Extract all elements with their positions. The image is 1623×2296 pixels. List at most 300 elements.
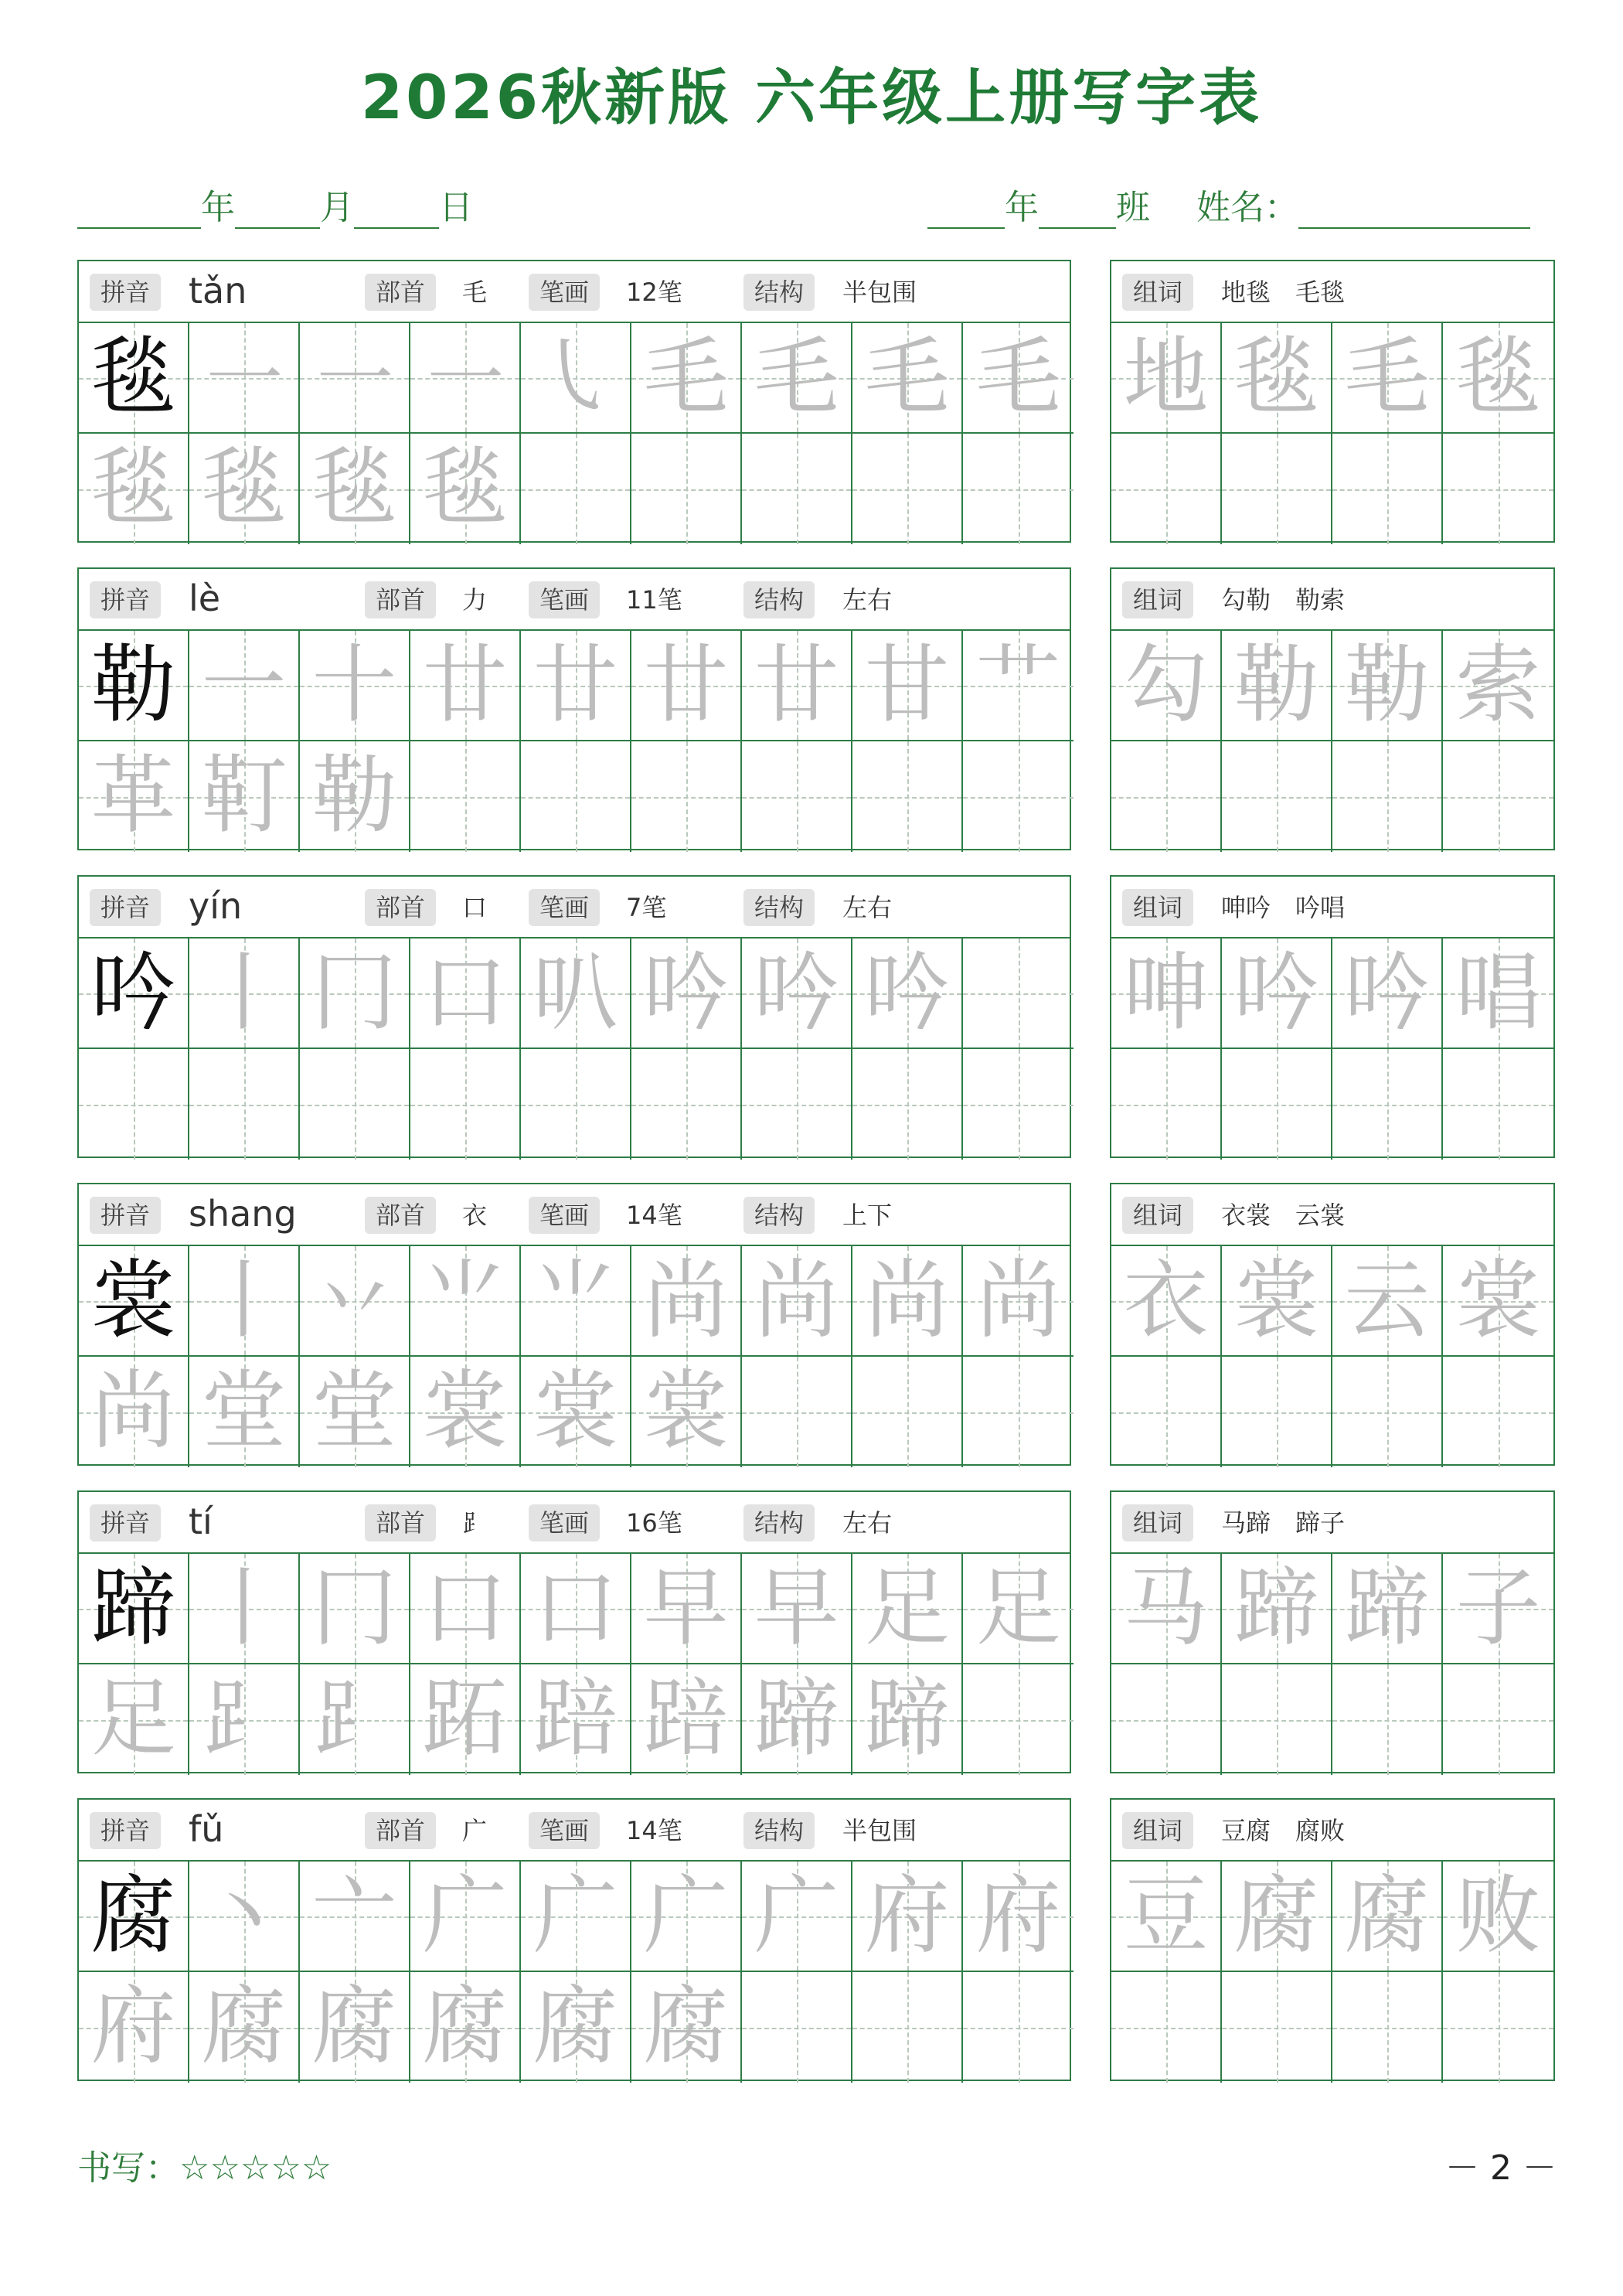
- word-cell[interactable]: [1443, 1357, 1553, 1467]
- structure-tag: 结构: [743, 274, 815, 311]
- word-cell[interactable]: [1443, 1246, 1553, 1357]
- stroke-step: 廿: [643, 635, 729, 734]
- writing-cell[interactable]: [300, 323, 410, 434]
- word-cell[interactable]: [1111, 938, 1222, 1049]
- writing-cell[interactable]: [742, 631, 852, 741]
- words-tag: 组词: [1122, 1504, 1193, 1541]
- writing-cell[interactable]: [521, 938, 631, 1049]
- writing-cell[interactable]: [410, 1862, 521, 1972]
- writing-cell[interactable]: [189, 434, 300, 544]
- writing-cell[interactable]: [631, 631, 742, 741]
- stroke-step: 广: [422, 1866, 508, 1965]
- writing-cell[interactable]: [852, 1554, 963, 1664]
- word-cell[interactable]: [1332, 631, 1443, 741]
- radical-tag: 部首: [365, 1197, 436, 1234]
- word-cell[interactable]: [1443, 1554, 1553, 1664]
- word-cell[interactable]: [1222, 1664, 1332, 1775]
- word-cell[interactable]: [1111, 1664, 1222, 1775]
- strokes-tag: 笔画: [529, 274, 600, 311]
- words-value: 衣裳 云裳: [1221, 1201, 1346, 1230]
- stroke-step: 腐: [643, 1977, 729, 2076]
- writing-cell[interactable]: [410, 323, 521, 434]
- word-cell[interactable]: [1443, 938, 1553, 1049]
- writing-cell[interactable]: [300, 1972, 410, 2083]
- info-row: [79, 1184, 1070, 1246]
- writing-cell[interactable]: [521, 1664, 631, 1775]
- writing-cell[interactable]: [521, 1246, 631, 1357]
- model-character: 裳: [90, 1251, 176, 1350]
- stroke-step: 裳: [643, 1361, 729, 1460]
- radical-tag: 部首: [365, 274, 436, 311]
- writing-cell[interactable]: [410, 938, 521, 1049]
- grade-blank[interactable]: [927, 196, 1005, 229]
- writing-cell[interactable]: [79, 1972, 189, 2083]
- word-box: [1110, 260, 1555, 543]
- pinyin-tag: 拼音: [90, 1812, 161, 1849]
- writing-cell[interactable]: [852, 1246, 963, 1357]
- writing-cell[interactable]: [300, 741, 410, 852]
- structure-value: 半包围: [842, 278, 917, 307]
- writing-cell[interactable]: [742, 1049, 852, 1160]
- radical-value: 力: [462, 585, 488, 615]
- writing-cell[interactable]: [521, 1554, 631, 1664]
- stroke-step: 毯: [422, 438, 508, 537]
- structure-value: 上下: [842, 1201, 893, 1230]
- stroke-step: 毛: [975, 328, 1061, 427]
- word-cell[interactable]: [1332, 434, 1443, 544]
- word-cell[interactable]: [1443, 1972, 1553, 2083]
- words-tag: 组词: [1122, 1812, 1193, 1849]
- writing-cell[interactable]: [410, 1049, 521, 1160]
- stroke-step: 丨: [201, 1251, 287, 1350]
- writing-cell[interactable]: [631, 1049, 742, 1160]
- stroke-step: 尚: [643, 1251, 729, 1350]
- writing-cell[interactable]: [963, 741, 1073, 852]
- stroke-step: 府: [864, 1866, 950, 1965]
- word-cell[interactable]: [1332, 1554, 1443, 1664]
- word-cell[interactable]: [1222, 323, 1332, 434]
- model-character: 勒: [90, 635, 176, 734]
- word-cell[interactable]: [1222, 1357, 1332, 1467]
- writing-cell[interactable]: [189, 1357, 300, 1467]
- word-cell[interactable]: [1443, 741, 1553, 852]
- stroke-step: 跖: [422, 1669, 508, 1768]
- writing-cell[interactable]: [963, 1554, 1073, 1664]
- writing-cell[interactable]: [79, 1357, 189, 1467]
- practice-box: [77, 1183, 1071, 1466]
- writing-cell[interactable]: [300, 938, 410, 1049]
- word-character: 勒: [1233, 635, 1319, 734]
- stroke-step: 廿: [422, 635, 508, 734]
- pinyin-value: shang: [189, 1193, 297, 1235]
- strokes-value: 7笔: [626, 893, 667, 922]
- stroke-step: 口: [422, 943, 508, 1042]
- writing-cell[interactable]: [521, 631, 631, 741]
- writing-cell[interactable]: [79, 741, 189, 852]
- stroke-step: 尚: [754, 1251, 839, 1350]
- stroke-step: 腐: [201, 1977, 287, 2076]
- writing-cell[interactable]: [742, 741, 852, 852]
- word-cell[interactable]: [1443, 1049, 1553, 1160]
- words-value: 豆腐 腐败: [1221, 1816, 1346, 1845]
- page-title: 2026秋新版 六年级上册写字表: [360, 63, 1263, 133]
- writing-cell[interactable]: [410, 1554, 521, 1664]
- writing-cell[interactable]: [410, 1972, 521, 2083]
- strokes-tag: 笔画: [529, 1504, 600, 1541]
- word-cell[interactable]: [1332, 1246, 1443, 1357]
- writing-cell[interactable]: [963, 1246, 1073, 1357]
- writing-cell[interactable]: [410, 434, 521, 544]
- words-value: 勾勒 勒索: [1221, 585, 1346, 615]
- writing-cell[interactable]: [521, 1862, 631, 1972]
- stroke-step: 丨: [201, 1558, 287, 1657]
- writing-cell[interactable]: [963, 938, 1073, 1049]
- writing-cell[interactable]: [189, 1049, 300, 1160]
- word-info-row: [1111, 569, 1553, 631]
- word-cell[interactable]: [1443, 323, 1553, 434]
- stroke-step: 腐: [422, 1977, 508, 2076]
- stroke-step: 蹄: [754, 1669, 839, 1768]
- writing-cell[interactable]: [521, 323, 631, 434]
- radical-value: 广: [462, 1816, 488, 1845]
- writing-cell[interactable]: [521, 1972, 631, 2083]
- writing-cell[interactable]: [963, 323, 1073, 434]
- word-cell[interactable]: [1332, 1972, 1443, 2083]
- writing-cell[interactable]: [300, 1862, 410, 1972]
- stroke-step: 腐: [532, 1977, 618, 2076]
- word-character: 勒: [1344, 635, 1430, 734]
- word-character: 裳: [1233, 1251, 1319, 1350]
- stroke-step: ⺌: [532, 1251, 618, 1350]
- word-cell[interactable]: [1111, 631, 1222, 741]
- strokes-value: 14笔: [626, 1816, 682, 1845]
- writing-cell[interactable]: [410, 1246, 521, 1357]
- writing-cell[interactable]: [300, 1246, 410, 1357]
- stroke-step: 吟: [754, 943, 839, 1042]
- writing-cell[interactable]: [521, 1049, 631, 1160]
- writing-cell[interactable]: [742, 1246, 852, 1357]
- writing-cell[interactable]: [963, 1862, 1073, 1972]
- writing-cell[interactable]: [189, 1862, 300, 1972]
- stroke-step: 毯: [201, 438, 287, 537]
- writing-rating: 书写：☆☆☆☆☆: [77, 2148, 332, 2188]
- word-cell[interactable]: [1443, 434, 1553, 544]
- writing-cell[interactable]: [631, 938, 742, 1049]
- stroke-step: 口: [422, 1558, 508, 1657]
- practice-box: [77, 567, 1071, 850]
- writing-cell[interactable]: [189, 323, 300, 434]
- writing-cell[interactable]: [742, 1972, 852, 2083]
- word-cell[interactable]: [1222, 1862, 1332, 1972]
- word-cell[interactable]: [1332, 1664, 1443, 1775]
- word-character: 蹄: [1233, 1558, 1319, 1657]
- pinyin-value: tǎn: [189, 270, 247, 312]
- writing-cell[interactable]: [631, 1862, 742, 1972]
- word-cell[interactable]: [1443, 1664, 1553, 1775]
- writing-cell[interactable]: [300, 1664, 410, 1775]
- writing-cell[interactable]: [300, 1049, 410, 1160]
- writing-cell[interactable]: [410, 1357, 521, 1467]
- writing-cell[interactable]: [79, 1664, 189, 1775]
- word-character: 败: [1455, 1866, 1541, 1965]
- writing-cell[interactable]: [963, 631, 1073, 741]
- writing-cell[interactable]: [631, 741, 742, 852]
- writing-cell[interactable]: [742, 938, 852, 1049]
- stroke-step: 甘: [864, 635, 950, 734]
- stroke-step: ㇐: [201, 328, 287, 427]
- word-cell[interactable]: [1222, 1554, 1332, 1664]
- stroke-step: 腐: [311, 1977, 397, 2076]
- word-cell[interactable]: [1222, 938, 1332, 1049]
- word-character: 腐: [1344, 1866, 1430, 1965]
- writing-cell[interactable]: [521, 741, 631, 852]
- writing-cell[interactable]: [742, 434, 852, 544]
- writing-cell[interactable]: [189, 1246, 300, 1357]
- stroke-step: 踣: [532, 1669, 618, 1768]
- word-cell[interactable]: [1222, 741, 1332, 852]
- year-blank[interactable]: [77, 196, 201, 229]
- word-cell[interactable]: [1332, 323, 1443, 434]
- words-value: 地毯 毛毯: [1221, 278, 1346, 307]
- word-cell[interactable]: [1332, 1049, 1443, 1160]
- writing-cell[interactable]: [852, 1972, 963, 2083]
- name-label: 姓名：: [1196, 188, 1298, 227]
- stroke-step: 廿: [754, 635, 839, 734]
- stroke-step: 亠: [311, 1866, 397, 1965]
- writing-cell[interactable]: [189, 1554, 300, 1664]
- writing-cell[interactable]: [79, 323, 189, 434]
- writing-cell[interactable]: [79, 1049, 189, 1160]
- writing-cell[interactable]: [742, 1862, 852, 1972]
- writing-cell[interactable]: [631, 1972, 742, 2083]
- writing-cell[interactable]: [79, 938, 189, 1049]
- writing-cell[interactable]: [631, 1664, 742, 1775]
- writing-cell[interactable]: [963, 1357, 1073, 1467]
- structure-value: 左右: [842, 1508, 893, 1538]
- stroke-step: 艹: [975, 635, 1061, 734]
- info-row: [79, 569, 1070, 631]
- character-block: [77, 567, 1620, 852]
- writing-cell[interactable]: [300, 1554, 410, 1664]
- writing-cell[interactable]: [852, 323, 963, 434]
- stroke-step: 裳: [532, 1361, 618, 1460]
- stroke-step: 丶: [201, 1866, 287, 1965]
- writing-cell[interactable]: [631, 1357, 742, 1467]
- word-info-row: [1111, 1184, 1553, 1246]
- model-character: 毯: [90, 328, 176, 427]
- stroke-step: 廿: [532, 635, 618, 734]
- model-character: 吟: [90, 943, 176, 1042]
- structure-tag: 结构: [743, 1504, 815, 1541]
- writing-cell[interactable]: [852, 1049, 963, 1160]
- stroke-step: 广: [643, 1866, 729, 1965]
- writing-cell[interactable]: [410, 631, 521, 741]
- radical-value: ⻊: [462, 1508, 488, 1538]
- pinyin-tag: 拼音: [90, 1504, 161, 1541]
- writing-cell[interactable]: [79, 434, 189, 544]
- writing-cell[interactable]: [852, 1862, 963, 1972]
- word-box: [1110, 1183, 1555, 1466]
- practice-box: [77, 875, 1071, 1158]
- character-block: [77, 260, 1620, 544]
- writing-cell[interactable]: [852, 631, 963, 741]
- word-cell[interactable]: [1111, 1049, 1222, 1160]
- word-box: [1110, 1798, 1555, 2081]
- strokes-tag: 笔画: [529, 1197, 600, 1234]
- pinyin-tag: 拼音: [90, 1197, 161, 1234]
- word-character: 子: [1455, 1558, 1541, 1657]
- word-cell[interactable]: [1332, 741, 1443, 852]
- stroke-step: 毛: [864, 328, 950, 427]
- writing-cell[interactable]: [742, 1664, 852, 1775]
- stroke-step: 堂: [311, 1361, 397, 1460]
- writing-cell[interactable]: [963, 1049, 1073, 1160]
- writing-cell[interactable]: [521, 434, 631, 544]
- word-character: 地: [1123, 328, 1209, 427]
- class-blank[interactable]: [1039, 196, 1116, 229]
- stroke-step: 毯: [311, 438, 397, 537]
- word-cell[interactable]: [1222, 631, 1332, 741]
- writing-cell[interactable]: [852, 938, 963, 1049]
- writing-cell[interactable]: [963, 434, 1073, 544]
- word-box: [1110, 1490, 1555, 1773]
- stroke-step: 堂: [201, 1361, 287, 1460]
- writing-cell[interactable]: [79, 1862, 189, 1972]
- stroke-step: ⺌: [422, 1251, 508, 1350]
- word-character: 索: [1455, 635, 1541, 734]
- stroke-step: 蹄: [864, 1669, 950, 1768]
- structure-tag: 结构: [743, 1197, 815, 1234]
- stroke-step: 革: [90, 746, 176, 845]
- day-blank[interactable]: [354, 196, 439, 229]
- writing-cell[interactable]: [189, 631, 300, 741]
- structure-value: 左右: [842, 585, 893, 615]
- writing-cell[interactable]: [631, 1554, 742, 1664]
- name-blank[interactable]: [1298, 196, 1530, 229]
- writing-cell[interactable]: [631, 434, 742, 544]
- word-cell[interactable]: [1222, 1049, 1332, 1160]
- word-cell[interactable]: [1332, 1862, 1443, 1972]
- writing-cell[interactable]: [631, 323, 742, 434]
- word-character: 呻: [1123, 943, 1209, 1042]
- student-info-line: [927, 179, 1530, 229]
- model-character: 腐: [90, 1866, 176, 1965]
- writing-cell[interactable]: [631, 1246, 742, 1357]
- word-cell[interactable]: [1222, 434, 1332, 544]
- stroke-step: ⻊: [201, 1669, 287, 1768]
- writing-cell[interactable]: [742, 1357, 852, 1467]
- character-block: [77, 875, 1620, 1160]
- word-cell[interactable]: [1111, 1246, 1222, 1357]
- strokes-value: 16笔: [626, 1508, 682, 1538]
- pinyin-value: lè: [189, 577, 221, 619]
- writing-cell[interactable]: [300, 1357, 410, 1467]
- writing-cell[interactable]: [963, 1972, 1073, 2083]
- writing-cell[interactable]: [852, 434, 963, 544]
- pinyin-value: yín: [189, 885, 243, 927]
- word-cell[interactable]: [1111, 741, 1222, 852]
- stroke-step: 冂: [311, 943, 397, 1042]
- word-character: 衣: [1123, 1251, 1209, 1350]
- writing-cell[interactable]: [189, 938, 300, 1049]
- word-box: [1110, 567, 1555, 850]
- radical-tag: 部首: [365, 889, 436, 926]
- word-character: 马: [1123, 1558, 1209, 1657]
- word-character: 吟: [1344, 943, 1430, 1042]
- word-character: 云: [1344, 1251, 1430, 1350]
- word-info-row: [1111, 1492, 1553, 1554]
- writing-cell[interactable]: [189, 741, 300, 852]
- pinyin-tag: 拼音: [90, 581, 161, 618]
- writing-cell[interactable]: [79, 1554, 189, 1664]
- strokes-tag: 笔画: [529, 889, 600, 926]
- word-cell[interactable]: [1111, 434, 1222, 544]
- word-character: 勾: [1123, 635, 1209, 734]
- stroke-step: 府: [975, 1866, 1061, 1965]
- word-cell[interactable]: [1443, 1862, 1553, 1972]
- page-number: － 2 －: [1445, 2148, 1557, 2188]
- radical-value: 毛: [462, 278, 488, 307]
- writing-cell[interactable]: [852, 1664, 963, 1775]
- word-cell[interactable]: [1111, 323, 1222, 434]
- writing-cell[interactable]: [852, 1357, 963, 1467]
- month-label: 月: [320, 188, 354, 227]
- stroke-step: 毛: [643, 328, 729, 427]
- word-character: 唱: [1455, 943, 1541, 1042]
- stroke-step: 尚: [90, 1361, 176, 1460]
- character-block: [77, 1183, 1620, 1467]
- stroke-step: 冂: [311, 1558, 397, 1657]
- stroke-step: 丷: [311, 1251, 397, 1350]
- writing-cell[interactable]: [521, 1357, 631, 1467]
- word-cell[interactable]: [1222, 1246, 1332, 1357]
- writing-cell[interactable]: [852, 741, 963, 852]
- stroke-step: 毯: [90, 438, 176, 537]
- writing-cell[interactable]: [79, 631, 189, 741]
- word-cell[interactable]: [1111, 1862, 1222, 1972]
- word-cell[interactable]: [1111, 1357, 1222, 1467]
- writing-cell[interactable]: [410, 1664, 521, 1775]
- writing-cell[interactable]: [189, 1664, 300, 1775]
- word-cell[interactable]: [1111, 1972, 1222, 2083]
- writing-cell[interactable]: [963, 1664, 1073, 1775]
- writing-cell[interactable]: [300, 631, 410, 741]
- practice-box: [77, 1798, 1071, 2081]
- model-character: 蹄: [90, 1558, 176, 1657]
- stroke-step: 吟: [643, 943, 729, 1042]
- writing-cell[interactable]: [189, 1972, 300, 2083]
- word-cell[interactable]: [1443, 631, 1553, 741]
- word-box: [1110, 875, 1555, 1158]
- month-blank[interactable]: [235, 196, 320, 229]
- radical-value: 衣: [462, 1201, 488, 1230]
- writing-cell[interactable]: [79, 1246, 189, 1357]
- writing-cell[interactable]: [410, 741, 521, 852]
- stroke-step: 口: [532, 1558, 618, 1657]
- word-cell[interactable]: [1222, 1972, 1332, 2083]
- word-cell[interactable]: [1111, 1554, 1222, 1664]
- stroke-step: 裳: [422, 1361, 508, 1460]
- writing-cell[interactable]: [742, 1554, 852, 1664]
- word-cell[interactable]: [1332, 938, 1443, 1049]
- word-cell[interactable]: [1332, 1357, 1443, 1467]
- word-info-row: [1111, 877, 1553, 938]
- writing-cell[interactable]: [300, 434, 410, 544]
- info-row: [79, 1492, 1070, 1554]
- stroke-step: 早: [643, 1558, 729, 1657]
- strokes-tag: 笔画: [529, 1812, 600, 1849]
- writing-cell[interactable]: [742, 323, 852, 434]
